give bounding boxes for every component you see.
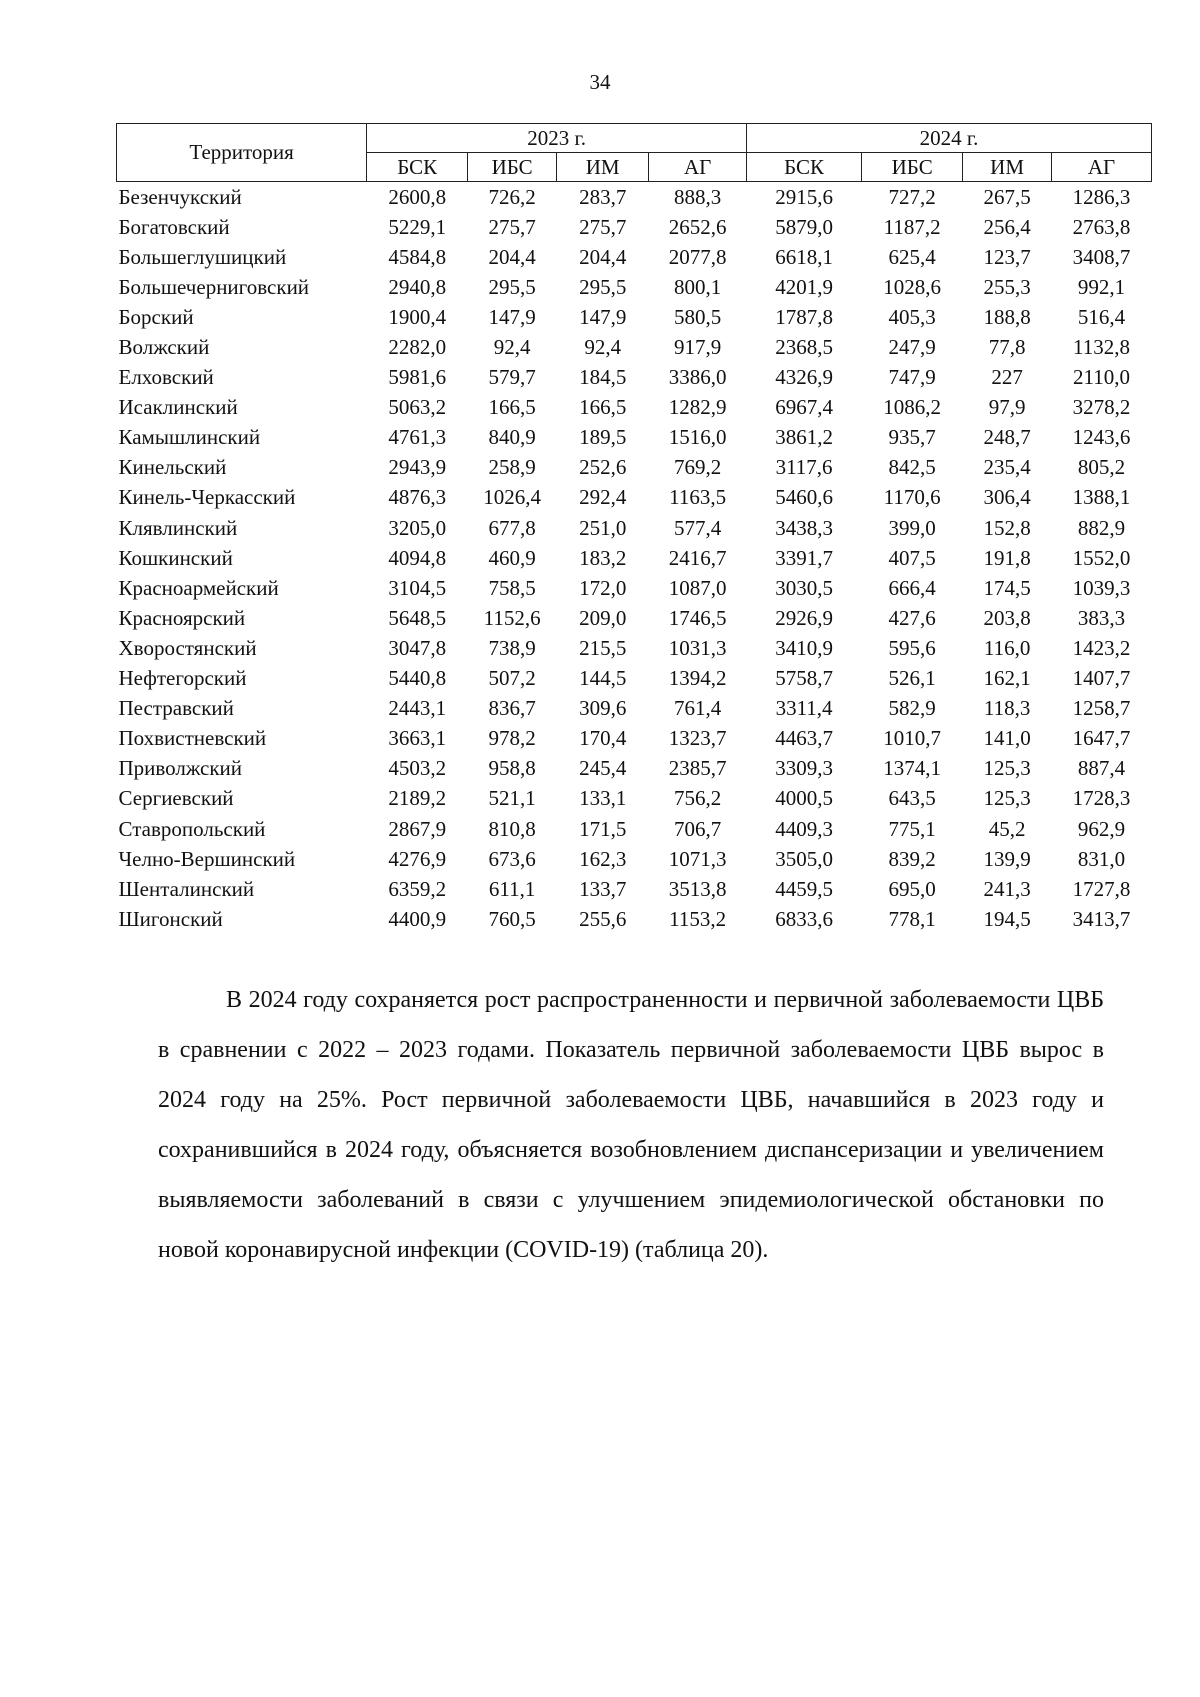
table-row <box>117 242 1152 272</box>
table-row <box>117 724 1152 754</box>
value-cell: 147,9 <box>579 304 627 329</box>
territory-cell: Большечерниговский <box>118 274 310 299</box>
value-cell: 209,0 <box>579 605 627 630</box>
value-cell: 611,1 <box>488 876 536 901</box>
value-cell: 2652,6 <box>668 214 727 239</box>
value-cell: 3861,2 <box>775 425 833 450</box>
value-cell: 1746,5 <box>668 605 727 630</box>
value-cell: 2385,7 <box>668 756 727 781</box>
value-cell: 1394,2 <box>668 666 727 691</box>
value-cell: 3104,5 <box>388 575 447 600</box>
value-cell: 191,8 <box>983 545 1031 570</box>
value-cell: 427,6 <box>888 605 936 630</box>
territory-cell: Ставропольский <box>118 816 266 841</box>
value-cell: 248,7 <box>983 425 1031 450</box>
value-cell: 1243,6 <box>1072 425 1131 450</box>
value-cell: 526,1 <box>888 666 936 691</box>
page-number: 34 <box>589 70 611 94</box>
header-indicator-ibs-2024: ИБС <box>862 153 963 182</box>
value-cell: 1071,3 <box>668 846 727 871</box>
value-cell: 166,5 <box>488 395 536 420</box>
territory-cell: Борский <box>118 304 194 329</box>
value-cell: 4409,3 <box>775 816 833 841</box>
header-indicator-ibs-2023: ИБС <box>468 153 557 182</box>
value-cell: 399,0 <box>888 515 936 540</box>
value-cell: 1323,7 <box>668 726 727 751</box>
territory-cell: Пестравский <box>118 696 234 721</box>
value-cell: 252,6 <box>579 455 627 480</box>
table-row <box>117 694 1152 724</box>
value-cell: 3309,3 <box>775 756 833 781</box>
territory-cell: Исаклинский <box>118 395 238 420</box>
value-cell: 283,7 <box>579 184 627 209</box>
value-cell: 1728,3 <box>1072 786 1131 811</box>
value-cell: 2915,6 <box>775 184 833 209</box>
value-cell: 1258,7 <box>1072 696 1131 721</box>
value-cell: 275,7 <box>579 214 627 239</box>
value-cell: 4876,3 <box>388 485 447 510</box>
table-row <box>117 633 1152 663</box>
value-cell: 6359,2 <box>388 876 447 901</box>
header-indicator-ag-2023: АГ <box>649 153 747 182</box>
value-cell: 2368,5 <box>775 335 833 360</box>
value-cell: 204,4 <box>488 244 536 269</box>
table-row <box>117 513 1152 543</box>
header-indicator-bsk-2024: БСК <box>746 153 861 182</box>
value-cell: 1031,3 <box>668 635 727 660</box>
value-cell: 2926,9 <box>775 605 833 630</box>
value-cell: 255,3 <box>983 274 1031 299</box>
value-cell: 6967,4 <box>775 395 833 420</box>
value-cell: 125,3 <box>983 786 1031 811</box>
value-cell: 805,2 <box>1077 455 1126 480</box>
table-row <box>117 784 1152 814</box>
table-row <box>117 393 1152 423</box>
table-header <box>117 124 1152 182</box>
territory-cell: Челно-Вершинский <box>118 846 296 871</box>
value-cell: 139,9 <box>983 846 1031 871</box>
value-cell: 235,4 <box>983 455 1031 480</box>
table-row <box>117 904 1152 934</box>
value-cell: 3030,5 <box>775 575 833 600</box>
value-cell: 1010,7 <box>883 726 942 751</box>
value-cell: 2077,8 <box>668 244 727 269</box>
value-cell: 761,4 <box>673 696 722 721</box>
value-cell: 383,3 <box>1077 605 1126 630</box>
value-cell: 2189,2 <box>388 786 447 811</box>
territory-cell: Нефтегорский <box>118 666 247 691</box>
territory-cell: Волжский <box>118 335 210 360</box>
table-row <box>117 363 1152 393</box>
table-body <box>117 182 1152 935</box>
value-cell: 5981,6 <box>388 365 447 390</box>
value-cell: 133,7 <box>579 876 627 901</box>
value-cell: 580,5 <box>673 304 722 329</box>
value-cell: 1026,4 <box>483 485 542 510</box>
value-cell: 4463,7 <box>775 726 833 751</box>
value-cell: 507,2 <box>488 666 536 691</box>
value-cell: 3205,0 <box>388 515 447 540</box>
value-cell: 5229,1 <box>388 214 447 239</box>
value-cell: 935,7 <box>888 425 936 450</box>
value-cell: 2763,8 <box>1072 214 1131 239</box>
value-cell: 958,8 <box>488 756 536 781</box>
value-cell: 1900,4 <box>388 304 447 329</box>
value-cell: 992,1 <box>1077 274 1126 299</box>
value-cell: 2110,0 <box>1073 365 1131 390</box>
value-cell: 5648,5 <box>388 605 447 630</box>
value-cell: 4094,8 <box>388 545 447 570</box>
value-cell: 2940,8 <box>388 274 447 299</box>
value-cell: 3278,2 <box>1072 395 1131 420</box>
value-cell: 1423,2 <box>1072 635 1131 660</box>
value-cell: 3513,8 <box>668 876 727 901</box>
table-row <box>117 182 1152 213</box>
value-cell: 1374,1 <box>883 756 942 781</box>
territory-cell: Камышлинский <box>118 425 261 450</box>
value-cell: 3438,3 <box>775 515 833 540</box>
territory-cell: Кинель-Черкасский <box>118 485 296 510</box>
value-cell: 1282,9 <box>668 395 727 420</box>
value-cell: 92,4 <box>493 335 531 360</box>
value-cell: 4584,8 <box>388 244 447 269</box>
value-cell: 227 <box>991 365 1023 390</box>
value-cell: 45,2 <box>988 816 1026 841</box>
value-cell: 800,1 <box>673 274 722 299</box>
value-cell: 275,7 <box>488 214 536 239</box>
territory-cell: Хворостянский <box>118 635 257 660</box>
value-cell: 2943,9 <box>388 455 447 480</box>
value-cell: 1407,7 <box>1072 666 1131 691</box>
value-cell: 2416,7 <box>668 545 727 570</box>
value-cell: 116,0 <box>983 635 1031 660</box>
value-cell: 2443,1 <box>388 696 447 721</box>
value-cell: 407,5 <box>888 545 936 570</box>
value-cell: 5063,2 <box>388 395 447 420</box>
value-cell: 118,3 <box>983 696 1031 721</box>
value-cell: 3505,0 <box>775 846 833 871</box>
value-cell: 1132,8 <box>1073 335 1131 360</box>
table-row <box>117 844 1152 874</box>
table-row <box>117 453 1152 483</box>
territory-cell: Похвистневский <box>118 726 267 751</box>
value-cell: 3391,7 <box>775 545 833 570</box>
value-cell: 831,0 <box>1077 846 1126 871</box>
value-cell: 839,2 <box>888 846 936 871</box>
value-cell: 882,9 <box>1077 515 1126 540</box>
value-cell: 1552,0 <box>1072 545 1131 570</box>
table-row <box>117 423 1152 453</box>
value-cell: 756,2 <box>673 786 722 811</box>
value-cell: 251,0 <box>579 515 627 540</box>
value-cell: 516,4 <box>1077 304 1126 329</box>
value-cell: 1152,6 <box>483 605 541 630</box>
value-cell: 3047,8 <box>388 635 447 660</box>
value-cell: 125,3 <box>983 756 1031 781</box>
territory-cell: Кинельский <box>118 455 227 480</box>
value-cell: 5879,0 <box>775 214 833 239</box>
value-cell: 162,1 <box>983 666 1031 691</box>
value-cell: 171,5 <box>579 816 627 841</box>
value-cell: 1516,0 <box>668 425 727 450</box>
territory-cell: Красноармейский <box>118 575 279 600</box>
table-row <box>117 664 1152 694</box>
value-cell: 267,5 <box>983 184 1031 209</box>
table-row <box>117 603 1152 633</box>
value-cell: 405,3 <box>888 304 936 329</box>
value-cell: 521,1 <box>488 786 536 811</box>
value-cell: 810,8 <box>488 816 536 841</box>
value-cell: 215,5 <box>579 635 627 660</box>
value-cell: 2867,9 <box>388 816 447 841</box>
value-cell: 292,4 <box>579 485 627 510</box>
territory-cell: Красноярский <box>118 605 246 630</box>
territory-cell: Шенталинский <box>118 876 255 901</box>
territory-cell: Приволжский <box>118 756 243 781</box>
table-row <box>117 212 1152 242</box>
table-row <box>117 573 1152 603</box>
value-cell: 144,5 <box>579 666 627 691</box>
value-cell: 4201,9 <box>775 274 833 299</box>
table-row <box>117 543 1152 573</box>
value-cell: 295,5 <box>488 274 536 299</box>
value-cell: 77,8 <box>988 335 1026 360</box>
value-cell: 162,3 <box>579 846 627 871</box>
header-indicator-bsk-2023: БСК <box>367 153 468 182</box>
value-cell: 3663,1 <box>388 726 447 751</box>
body-paragraph: В 2024 году сохраняется рост распространенности и первичной заболеваемости ЦВБ в сравнении с 2022 – 2023 годами. Показатель первичной заболеваемости ЦВБ вырос в 2024 году на 25%. Рост первичной заболеваемости ЦВБ, начавшийся в 2023 году и сохранившийся в 2024 году, объясняется возобновлением диспансеризации и увеличением выявляемости заболеваний в связи с улучшением эпидемиологической обстановки по новой коронавирусной инфекции (COVID-19) (таблица 20). <box>158 987 1104 1263</box>
value-cell: 258,9 <box>488 455 536 480</box>
value-cell: 738,9 <box>488 635 536 660</box>
value-cell: 460,9 <box>488 545 536 570</box>
value-cell: 4326,9 <box>775 365 833 390</box>
value-cell: 166,5 <box>579 395 627 420</box>
table-row <box>117 874 1152 904</box>
value-cell: 677,8 <box>488 515 536 540</box>
value-cell: 769,2 <box>673 455 722 480</box>
value-cell: 3413,7 <box>1072 906 1131 931</box>
value-cell: 3117,6 <box>775 455 833 480</box>
value-cell: 172,0 <box>579 575 627 600</box>
value-cell: 1727,8 <box>1072 876 1131 901</box>
value-cell: 6618,1 <box>775 244 833 269</box>
territory-cell: Елховский <box>118 365 214 390</box>
value-cell: 579,7 <box>488 365 536 390</box>
value-cell: 295,5 <box>579 274 627 299</box>
value-cell: 4459,5 <box>775 876 833 901</box>
header-row-years <box>117 124 1152 153</box>
value-cell: 1163,5 <box>669 485 727 510</box>
value-cell: 4400,9 <box>388 906 447 931</box>
value-cell: 4276,9 <box>388 846 447 871</box>
value-cell: 1787,8 <box>775 304 833 329</box>
table-row <box>117 814 1152 844</box>
header-indicator-ag-2024: АГ <box>1052 153 1152 182</box>
value-cell: 775,1 <box>888 816 936 841</box>
value-cell: 577,4 <box>673 515 722 540</box>
value-cell: 3386,0 <box>668 365 727 390</box>
value-cell: 147,9 <box>488 304 536 329</box>
value-cell: 4000,5 <box>775 786 833 811</box>
value-cell: 695,0 <box>888 876 936 901</box>
value-cell: 2600,8 <box>388 184 447 209</box>
value-cell: 1087,0 <box>668 575 727 600</box>
table-row <box>117 302 1152 332</box>
value-cell: 4503,2 <box>388 756 447 781</box>
value-cell: 978,2 <box>488 726 536 751</box>
territory-cell: Богатовский <box>118 214 230 239</box>
header-year-2024: 2024 г. <box>746 124 1151 153</box>
value-cell: 836,7 <box>488 696 536 721</box>
value-cell: 595,6 <box>888 635 936 660</box>
territory-cell: Шигонский <box>118 906 223 931</box>
value-cell: 1039,3 <box>1072 575 1131 600</box>
morbidity-table <box>116 123 1152 934</box>
value-cell: 174,5 <box>983 575 1031 600</box>
value-cell: 255,6 <box>579 906 627 931</box>
value-cell: 1170,6 <box>883 485 941 510</box>
header-year-2023: 2023 г. <box>367 124 747 153</box>
value-cell: 133,1 <box>579 786 627 811</box>
value-cell: 92,4 <box>584 335 622 360</box>
table-row <box>117 272 1152 302</box>
value-cell: 204,4 <box>579 244 627 269</box>
value-cell: 123,7 <box>983 244 1031 269</box>
value-cell: 917,9 <box>673 335 722 360</box>
value-cell: 747,9 <box>888 365 936 390</box>
value-cell: 1388,1 <box>1072 485 1131 510</box>
value-cell: 4761,3 <box>388 425 447 450</box>
value-cell: 97,9 <box>988 395 1026 420</box>
value-cell: 706,7 <box>673 816 722 841</box>
value-cell: 840,9 <box>488 425 536 450</box>
value-cell: 256,4 <box>983 214 1031 239</box>
value-cell: 141,0 <box>983 726 1031 751</box>
value-cell: 3311,4 <box>775 696 833 721</box>
value-cell: 582,9 <box>888 696 936 721</box>
value-cell: 2282,0 <box>388 335 447 360</box>
value-cell: 643,5 <box>888 786 936 811</box>
value-cell: 778,1 <box>888 906 936 931</box>
value-cell: 5460,6 <box>775 485 833 510</box>
value-cell: 3408,7 <box>1072 244 1131 269</box>
value-cell: 1286,3 <box>1072 184 1131 209</box>
territory-cell: Кошкинский <box>118 545 233 570</box>
territory-cell: Клявлинский <box>118 515 238 540</box>
value-cell: 152,8 <box>983 515 1031 540</box>
value-cell: 727,2 <box>888 184 936 209</box>
value-cell: 188,8 <box>983 304 1031 329</box>
value-cell: 625,4 <box>888 244 936 269</box>
value-cell: 5440,8 <box>388 666 447 691</box>
value-cell: 760,5 <box>488 906 536 931</box>
value-cell: 203,8 <box>983 605 1031 630</box>
value-cell: 5758,7 <box>775 666 833 691</box>
territory-cell: Безенчукский <box>118 184 242 209</box>
header-territory: Территория <box>117 124 367 182</box>
value-cell: 306,4 <box>983 485 1031 510</box>
value-cell: 758,5 <box>488 575 536 600</box>
value-cell: 1647,7 <box>1072 726 1131 751</box>
table-row <box>117 483 1152 513</box>
table-row <box>117 754 1152 784</box>
value-cell: 245,4 <box>579 756 627 781</box>
header-indicator-im-2023: ИМ <box>557 153 649 182</box>
value-cell: 194,5 <box>983 906 1031 931</box>
value-cell: 184,5 <box>579 365 627 390</box>
value-cell: 1086,2 <box>883 395 942 420</box>
value-cell: 309,6 <box>579 696 627 721</box>
value-cell: 726,2 <box>488 184 536 209</box>
value-cell: 842,5 <box>888 455 936 480</box>
value-cell: 673,6 <box>488 846 536 871</box>
value-cell: 888,3 <box>673 184 722 209</box>
value-cell: 1153,2 <box>669 906 727 931</box>
value-cell: 3410,9 <box>775 635 833 660</box>
territory-cell: Большеглушицкий <box>118 244 287 269</box>
value-cell: 170,4 <box>579 726 627 751</box>
value-cell: 887,4 <box>1077 756 1126 781</box>
value-cell: 183,2 <box>579 545 627 570</box>
header-indicator-im-2024: ИМ <box>963 153 1052 182</box>
table-row <box>117 332 1152 362</box>
value-cell: 1028,6 <box>883 274 942 299</box>
value-cell: 241,3 <box>983 876 1031 901</box>
territory-cell: Сергиевский <box>118 786 234 811</box>
value-cell: 962,9 <box>1077 816 1126 841</box>
value-cell: 189,5 <box>579 425 627 450</box>
value-cell: 666,4 <box>888 575 936 600</box>
value-cell: 1187,2 <box>883 214 941 239</box>
value-cell: 247,9 <box>888 335 936 360</box>
value-cell: 6833,6 <box>775 906 833 931</box>
